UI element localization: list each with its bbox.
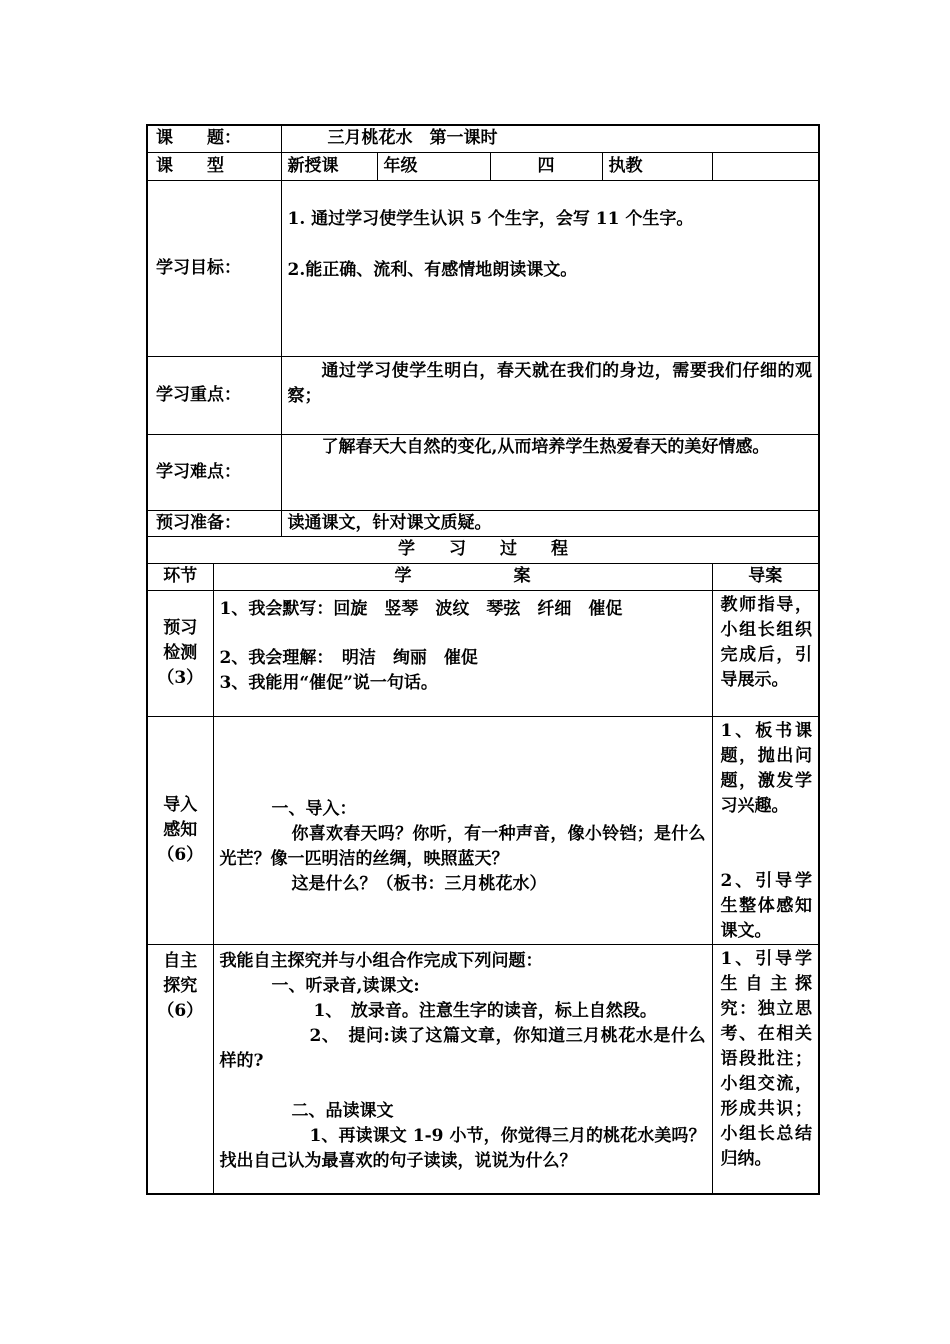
guide-line: 1、板书课题，抛出问题，激发学习兴趣。 bbox=[720, 720, 813, 816]
goals-content bbox=[281, 180, 819, 356]
phase-line: （6） bbox=[157, 844, 204, 865]
plan-line: 你喜欢春天吗？你听，有一种声音，像小铃铛；是什么光芒？像一匹明洁的丝绸，映照蓝天？ bbox=[219, 824, 706, 869]
grade-label: 年级 bbox=[377, 152, 490, 180]
teacher-value bbox=[712, 152, 819, 180]
phase-line: 自主 bbox=[163, 950, 198, 971]
plan-line: 二、品读课文 bbox=[291, 1100, 394, 1121]
difficulties-text bbox=[281, 434, 819, 510]
phase-line: （6） bbox=[157, 1000, 204, 1021]
plan-line: 1、 放录音。注意生字的读音，标上自然段。 bbox=[313, 1000, 657, 1021]
grade-value: 四 bbox=[490, 152, 602, 180]
goal-item: 2.能正确、流利、有感情地朗读课文。 bbox=[287, 259, 578, 280]
type-row bbox=[147, 152, 819, 180]
process-title-row bbox=[147, 536, 819, 563]
preview-text: 读通课文，针对课文质疑。 bbox=[281, 510, 819, 536]
key-points-label: 学习重点： bbox=[147, 356, 281, 434]
preview-label: 预习准备： bbox=[147, 510, 281, 536]
goals-row bbox=[147, 180, 819, 356]
phase-row-preview-test bbox=[147, 590, 819, 716]
guide-cell bbox=[712, 716, 819, 944]
guide-header: 导案 bbox=[712, 563, 819, 590]
key-points-paragraph: 通过学习使学生明白，春天就在我们的身边，需要我们仔细的观察； bbox=[287, 360, 813, 406]
column-header-row bbox=[147, 563, 819, 590]
plan-cell bbox=[213, 944, 712, 1194]
key-points-row bbox=[147, 356, 819, 434]
plan-line: 3、我能用“催促”说一句话。 bbox=[219, 672, 438, 693]
guide-cell: 教师指导，小组长组织完成后，引导展示。 bbox=[712, 590, 819, 716]
phase-line: 预习 bbox=[163, 617, 198, 638]
type-value: 新授课 bbox=[281, 152, 377, 180]
guide-cell: 1、引导学生自主探究：独立思考、在相关语段批注；小组交流，形成共识；小组长总结归纳。 bbox=[712, 944, 819, 1194]
goal-item: 1. 通过学习使学生认识 5 个生字，会写 11 个生字。 bbox=[287, 208, 694, 229]
topic-row bbox=[147, 125, 819, 152]
lesson-plan-table bbox=[146, 124, 820, 1195]
teacher-label: 执教 bbox=[602, 152, 712, 180]
phase-line: 感知 bbox=[163, 819, 198, 840]
process-title: 学 习 过 程 bbox=[147, 536, 819, 563]
plan-line: 一、听录音,读课文: bbox=[271, 975, 420, 996]
topic-value: 三月桃花水 第一课时 bbox=[281, 125, 819, 152]
topic-label: 课 题： bbox=[147, 125, 281, 152]
lesson-plan bbox=[146, 124, 818, 1195]
phase-line: （3） bbox=[157, 667, 204, 688]
plan-line: 1、我会默写：回旋 竖琴 波纹 琴弦 纤细 催促 bbox=[219, 598, 623, 619]
key-points-text bbox=[281, 356, 819, 434]
phase-cell bbox=[147, 590, 213, 716]
plan-line: 2、 提问:读了这篇文章，你知道三月桃花水是什么样的? bbox=[219, 1025, 706, 1071]
guide-line: 2、引导学生整体感知课文。 bbox=[720, 870, 813, 941]
preview-row bbox=[147, 510, 819, 536]
plan-cell bbox=[213, 590, 712, 716]
plan-header: 学 案 bbox=[213, 563, 712, 590]
phase-header: 环节 bbox=[147, 563, 213, 590]
plan-line: 一、导入： bbox=[271, 799, 357, 819]
phase-cell bbox=[147, 716, 213, 944]
phase-cell bbox=[147, 944, 213, 1194]
phase-row-intro bbox=[147, 716, 819, 944]
phase-line: 检测 bbox=[163, 642, 198, 663]
goals-label: 学习目标： bbox=[147, 180, 281, 356]
difficulties-paragraph: 了解春天大自然的变化,从而培养学生热爱春天的美好情感。 bbox=[321, 436, 770, 457]
plan-line: 我能自主探究并与小组合作完成下列问题： bbox=[219, 950, 543, 971]
type-label: 课 型 bbox=[147, 152, 281, 180]
plan-line: 1、再读课文 1-9 小节，你觉得三月的桃花水美吗？找出自己认为最喜欢的句子读读，说说为什么？ bbox=[219, 1125, 706, 1171]
phase-line: 探究 bbox=[163, 975, 198, 996]
phase-line: 导入 bbox=[163, 794, 198, 815]
plan-cell bbox=[213, 716, 712, 944]
plan-line: 2、我会理解： 明洁 绚丽 催促 bbox=[219, 647, 478, 668]
phase-row-explore bbox=[147, 944, 819, 1194]
difficulties-row bbox=[147, 434, 819, 510]
plan-line: 这是什么？（板书：三月桃花水） bbox=[291, 874, 547, 894]
difficulties-label: 学习难点： bbox=[147, 434, 281, 510]
